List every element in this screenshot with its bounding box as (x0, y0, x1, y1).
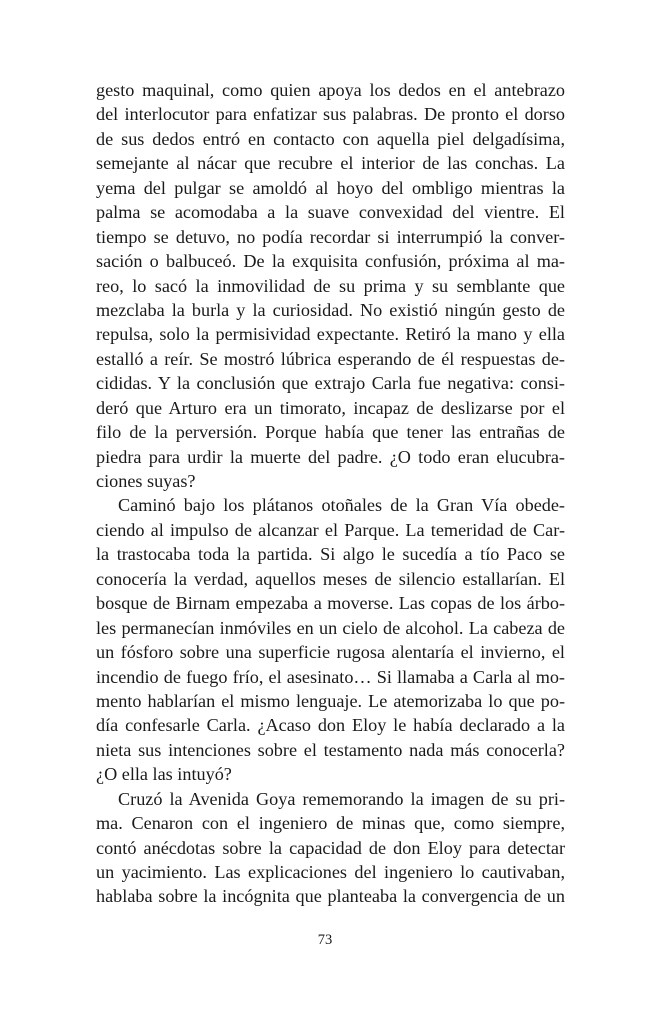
page-number: 73 (317, 932, 333, 948)
text-line: mento hablarían el mismo lenguaje. Le atemorizaba lo que po- (96, 690, 565, 711)
text-line: palma se acomodaba a la suave convexidad del vientre. El (96, 202, 565, 223)
text-line: del interlocutor para enfatizar sus palabras. De pronto el dorso (96, 104, 565, 125)
text-line: les permanecían inmóviles en un cielo de alcohol. La cabeza de (96, 617, 565, 638)
text-line: Cruzó la Avenida Goya rememorando la imagen de su pri- (118, 788, 565, 809)
text-line: la trastocaba toda la partida. Si algo le sucedía a tío Paco se (96, 544, 565, 565)
text-line: ma. Cenaron con el ingeniero de minas que, como siempre, (96, 813, 565, 834)
text-line: filo de la perversión. Porque había que tener las entrañas de (96, 422, 565, 443)
text-line: nieta sus intenciones sobre el testamento nada más conocerla? (96, 739, 565, 760)
text-line: un fósforo sobre una superficie rugosa alentaría el invierno, el (96, 642, 565, 663)
body-text (96, 78, 565, 909)
text-line: ciones suyas? (96, 471, 196, 491)
text-line: conocería la verdad, aquellos meses de silencio estallarían. El (96, 568, 565, 589)
text-line: un yacimiento. Las explicaciones del ingeniero lo cautivaban, (96, 862, 565, 882)
text-line: cididas. Y la conclusión que extrajo Carla fue negativa: consi- (96, 373, 565, 394)
text-line: gesto maquinal, como quien apoya los dedos en el antebrazo (96, 80, 565, 100)
text-line: reo, lo sacó la inmovilidad de su prima y su semblante que (96, 275, 565, 296)
text-line: mezclaba la burla y la curiosidad. No existió ningún gesto de (96, 299, 565, 320)
text-line: contó anécdotas sobre la capacidad de don Eloy para detectar (96, 837, 565, 858)
text-line: semejante al nácar que recubre el interior de las conchas. La (96, 153, 565, 174)
text-line: de sus dedos entró en contacto con aquella piel delgadísima, (96, 128, 565, 149)
text-line: piedra para urdir la muerte del padre. ¿O todo eran elucubra- (96, 446, 565, 467)
text-line: bosque de Birnam empezaba a moverse. Las copas de los árbo- (96, 593, 565, 614)
text-line: yema del pulgar se amoldó al hoyo del ombligo mientras la (96, 177, 565, 198)
text-line: deró que Arturo era un timorato, incapaz de deslizarse por el (96, 397, 565, 418)
text-line: ¿O ella las intuyó? (96, 764, 232, 785)
text-line: incendio de fuego frío, el asesinato… Si llamaba a Carla al mo- (96, 666, 565, 687)
text-line: Caminó bajo los plátanos otoñales de la Gran Vía obede- (118, 495, 565, 516)
text-line: día confesarle Carla. ¿Acaso don Eloy le había declarado a la (96, 715, 565, 736)
text-line: ciendo al impulso de alcanzar el Parque. La temeridad de Car- (96, 519, 565, 540)
text-line: repulsa, solo la permisividad expectante. Retiró la mano y ella (96, 324, 565, 345)
text-line: hablaba sobre la incógnita que planteaba la convergencia de un (96, 886, 565, 907)
text-line: estalló a reír. Se mostró lúbrica esperando de él respuestas de- (96, 348, 565, 369)
text-line: tiempo se detuvo, no podía recordar si interrumpió la conver- (96, 226, 565, 247)
text-line: sación o balbuceó. De la exquisita confusión, próxima al ma- (96, 251, 565, 272)
